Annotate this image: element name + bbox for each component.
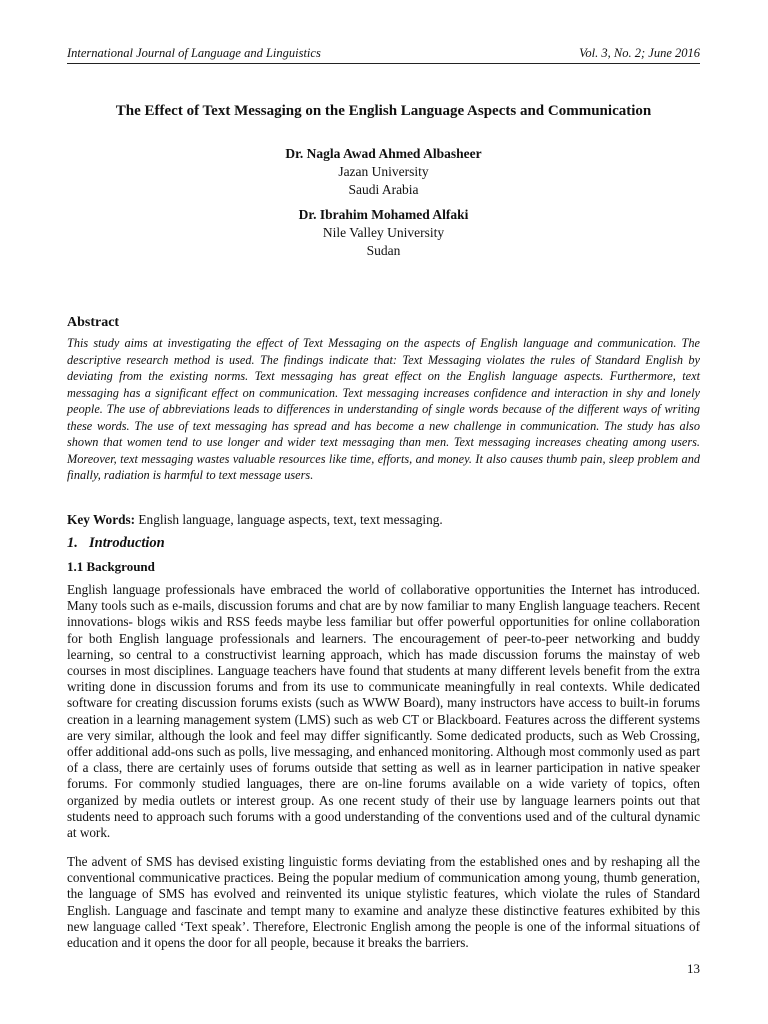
running-header	[67, 46, 700, 64]
journal-name: International Journal of Language and Linguistics	[67, 46, 321, 60]
author-block-2	[67, 206, 700, 260]
author-affiliation: Nile Valley University	[322, 225, 445, 240]
journal-page	[67, 0, 700, 1024]
abstract-text: This study aims at investigating the effect of Text Messaging on the aspects of English language and communication. The descriptive research method is used. The findings indicate that: Text Messaging violates the rules of Standard English by deviating from the existing norms. Text messaging has great effect on the English language aspects. Furthermore, text messaging has a significant effect on communication. Text messaging increases confidence and interaction in shy and lonely people. The use of abbreviations leads to differences in understanding of single words because of the different ways of writing these words. The use of text messaging has spread and has become a new challenge in communication. The study has also shown that women tend to use longer and wider text messaging than men. Text messaging increases cheating among users. Moreover, text messaging wastes valuable resources like time, efforts, and money. It also causes thumb pain, sleep problem and finally, radiation is harmful to text message users.	[67, 336, 700, 482]
author-country: Sudan	[366, 243, 401, 258]
author-affiliation: Jazan University	[338, 164, 429, 179]
keywords	[67, 511, 700, 529]
author-country: Saudi Arabia	[348, 182, 419, 197]
author-block-1	[67, 145, 700, 199]
abstract-heading: Abstract	[67, 315, 120, 330]
keywords-text: English language, language aspects, text, text messaging.	[138, 512, 443, 527]
body-paragraph: The advent of SMS has devised existing linguistic forms deviating from the established ones and by reshaping all the conventional communicative practices. Being the popular medium of communication among young, thumb generation, the language of SMS has evolved and reinvented its unique stylistic features, which violate the rules of Standard English. Language and fascinate and tempt many to examine and analyze these distinctive features exhibited by this new language called ‘Text speak’. Therefore, Electronic English among the people is one of the informal situations of education and it opens the door for all people, because it breaks the barriers.	[67, 854, 700, 951]
subsection-heading: 1.1 Background	[67, 559, 155, 574]
issue-info: Vol. 3, No. 2; June 2016	[579, 46, 700, 60]
section-title: Introduction	[89, 535, 165, 551]
body-paragraph: English language professionals have embraced the world of collaborative opportunities the Internet has introduced. Many tools such as e-mails, discussion forums and chat are by now familiar to many English language teachers. Recent innovations- blogs wikis and RSS feeds maybe less familiar but offer powerful opportunities for online collaboration for both English language professionals and learners. The encouragement of peer-to-peer networking and buddy learning, so central to a constructivist learning approach, which has made discussion forums the mainstay of web courses in most disciplines. Language teachers have found that students at many different levels benefit from the extra writing done in discussion forums and from its use to communicate meaningfully in real contexts. While dedicated software for creating discussion forums exists (such as WWW Board), many instructors have access to built-in forums creation in a learning management system (LMS) such as web CT or Blackboard. Features across the different systems are very similar, although the look and feel may differ significantly. Some dedicated products, such as Web Crossing, offer additional add-ons such as polls, live messaging, and enhanced monitoring. Although most commonly used as part of a class, there are certainly uses of forums outside that setting as well as in learner participation in native speaker forums. For commonly studied languages, there are on-line forums available on a wide variety of topics, often organized by media outlets or interest group. As one recent study of their use by language learners points out that students need to approach such forums with a good understanding of the conventions used and of the cultural dynamic at work.	[67, 582, 701, 841]
section-number: 1.	[67, 535, 78, 551]
author-name: Dr. Ibrahim Mohamed Alfaki	[298, 207, 469, 222]
section-heading	[67, 534, 165, 553]
keywords-label: Key Words:	[67, 512, 136, 527]
paper-title: The Effect of Text Messaging on the English Language Aspects and Communication	[115, 103, 652, 119]
author-name: Dr. Nagla Awad Ahmed Albasheer	[285, 146, 482, 161]
page-number: 13	[687, 961, 700, 976]
